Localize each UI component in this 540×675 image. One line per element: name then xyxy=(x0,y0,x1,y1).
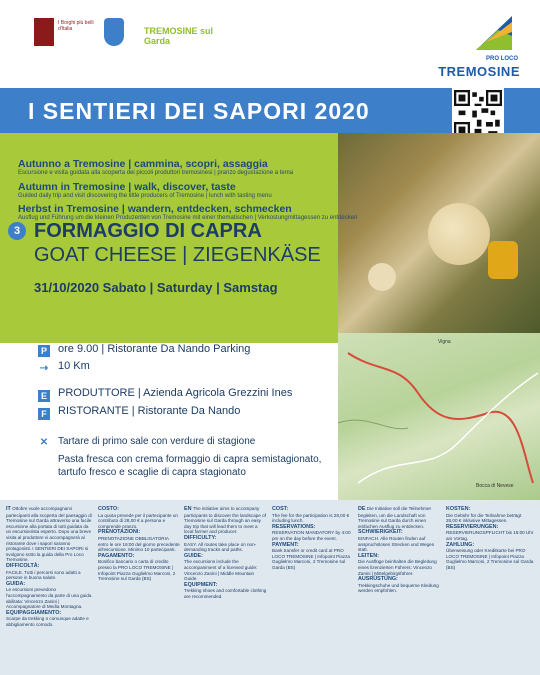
producer: PRODUTTORE | Azienda Agricola Grezzini Ines xyxy=(58,387,293,399)
column-de-cost xyxy=(446,506,534,674)
col-head: COST: xyxy=(272,506,289,512)
col-text: The initiative aims to accompany participants to discover the landscape of Tremosine sul Garda through an easy day trip that will lead them to meet a local farmer and producer. xyxy=(184,506,266,535)
intro-de-heading: Herbst in Tremosine | wandern, entdecken, schmecken xyxy=(18,203,292,215)
walk-icon: ⇢ xyxy=(39,363,49,374)
intro-de xyxy=(18,203,358,221)
cutlery-icon: ✕ xyxy=(39,437,49,448)
col-section-head: AUSRÜSTUNG: xyxy=(358,576,398,583)
intro-it-sub: Escursione e visita guidata alla scoperta dei piccoli produttori tremosinesi | pranzo degustazione a tema xyxy=(18,170,294,176)
event-number-badge: 3 xyxy=(8,222,26,240)
col-text: La quota prevede per il partecipante un contributo di 28,00 € a persona e comprende pranzo. xyxy=(98,512,178,529)
col-section-head: ZAHLUNG: xyxy=(446,541,475,548)
page-title: I SENTIERI DEI SAPORI 2020 xyxy=(28,98,370,124)
brand-mark-icon xyxy=(472,12,516,54)
col-section-head: EQUIPMENT: xyxy=(184,581,218,588)
col-section-text: Bonifico bancario o carta di credito presso la PRO LOCO TREMOSINE | Infopoint Piazza Guglielmo Marconi, 2 Tremosine sul Garda (BS) xyxy=(98,559,176,582)
col-section-text: The excursions include the accompaniment of a licensed guide: Vincenzo Zanini | Middle Mountain Guide. xyxy=(184,559,258,582)
map-label-bocca: Bocca di Nevese xyxy=(476,483,514,489)
restaurant: RISTORANTE | Ristorante Da Nando xyxy=(58,405,241,417)
col-section-head: LEITEN: xyxy=(358,552,379,559)
col-section-head: RESERVIERUNGEN: xyxy=(446,523,499,530)
col-section-head: DIFFICULTY: xyxy=(184,534,217,541)
column-de xyxy=(358,506,442,674)
col-section-head: PRENOTAZIONI: xyxy=(98,529,141,536)
intro-en xyxy=(18,181,358,199)
col-head: IT xyxy=(6,506,11,512)
route-map xyxy=(338,333,540,503)
intro-en-heading: Autumn in Tremosine | walk, discover, taste xyxy=(18,181,236,193)
col-section-head: PAYMENT: xyxy=(272,541,299,548)
cheese-photo xyxy=(338,133,540,333)
intro-it-heading: Autunno a Tremosine | cammina, scopri, assaggia xyxy=(18,158,268,170)
col-text: Die Initiative soll die Teilnehmer begleiten, um die Landschaft von Tremosine sul Garda durch einen einfachen Ausflug zu entdecken. xyxy=(358,506,432,529)
menu-main: Pasta fresca con crema formaggio di capra semistagionato, tartufo fresco e scaglie di capra stagionato xyxy=(58,454,322,478)
col-section-text: RESERVATION MANDATORY by 4:00 pm on the day before the event. xyxy=(272,530,351,541)
borghi-label: I Borghi più belli d'Italia xyxy=(58,20,94,32)
pro-loco-brand xyxy=(410,12,520,82)
cheese-wheel-image xyxy=(428,203,490,265)
producer-icon: E xyxy=(38,390,50,402)
intro-de-sub: Ausflug und Führung um die kleinen Produzenten von Tremosine mit einer thematischen | Verkostungmittagessen zu entdecken xyxy=(18,215,358,221)
brand-sub: PRO LOCO xyxy=(485,56,518,62)
col-section-text: Bank transfer or credit card at PRO LOCO TREMOSINE | Infopoint Piazza Guglielmo Marconi, 2 Tremosine sul Garda (BS) xyxy=(272,548,350,570)
column-it xyxy=(6,506,94,674)
start-time-place: ore 9.00 | Ristorante Da Nando Parking xyxy=(58,343,251,355)
col-section-head: GUIDA: xyxy=(6,580,26,587)
col-section-text: Trekkingschuhe und bequeme Kleidung werden empfohlen. xyxy=(358,582,439,594)
column-it-cost xyxy=(98,506,180,674)
col-section-text: PRENOTAZIONE OBBLIGATORIA entro le ore 16:00 del giorno precedente all'escursione. Minimo 10 partecipanti. xyxy=(98,535,180,553)
col-section-head: GUIDE: xyxy=(184,552,203,559)
col-text: Ottobre vuole accompagnarvi partecipanti alla scoperta del paesaggio di Tremosine sul Garda attraverso una facile escursione alla portata di tutti guidata da un escursionista esperto. Dopo una breve visita al produttore vi accompagnerà al ristorante dove i sapori saranno protagonisti. I SENTIERI DEI SAPORI si svolgono sotto la guida della Pro Loco Tremosine. xyxy=(6,506,92,563)
col-text: The fee for the participation is 28,00 € including lunch. xyxy=(272,512,350,524)
col-section-text: EINFACH. Alle Routen finden auf anspruchslosen Strecken und Wegen statt. xyxy=(358,535,435,553)
col-section-head: EQUIPAGGIAMENTO: xyxy=(6,609,62,616)
title-band xyxy=(0,88,540,133)
parking-icon: P xyxy=(38,345,50,357)
col-section-text: Überweisung oder Kreditkarte bei PRO LOCO TREMOSINE | Infopoint Piazza Guglielmo Marconi, 2 Tremosine sul Garda (BS) xyxy=(446,548,534,570)
partner-logos xyxy=(34,18,224,48)
restaurant-icon: F xyxy=(38,408,50,420)
col-section-head: SCHWIERIGKEIT: xyxy=(358,529,403,536)
col-section-head: DIFFICOLTÀ: xyxy=(6,562,40,569)
route-map-drawing xyxy=(338,333,540,503)
event-title: FORMAGGIO DI CAPRA xyxy=(34,220,262,242)
col-section-text: EASY. All routes take place on non-demanding tracks and paths. xyxy=(184,541,257,553)
info-columns xyxy=(0,500,540,675)
col-section-text: Die Ausflüge beinhalten die Begleitung eines lizenzierten Führers: Vincenzo Zanini | Mittelgebirgsführer. xyxy=(358,559,437,576)
col-head: EN xyxy=(184,506,192,512)
col-section-text: FACILE. Tutti i percorsi sono adatti a persone in buona salute. xyxy=(6,569,81,581)
col-section-text: Le escursioni prevedono l'accompagnamento da parte di una guida abilitata: Vincenzo Zanini | Accompagnatore di Media Montagna. xyxy=(6,587,92,610)
menu-starter: Tartare di primo sale con verdure di stagione xyxy=(58,436,256,447)
event-subtitle: GOAT CHEESE | ZIEGENKÄSE xyxy=(34,244,321,266)
col-section-head: PAGAMENTO: xyxy=(98,552,135,559)
intro-it xyxy=(18,158,358,176)
map-label-vigna: Vigna xyxy=(438,339,451,345)
cheese-piece-image xyxy=(368,263,396,291)
stemma-logo xyxy=(104,18,124,46)
distance: 10 Km xyxy=(58,360,90,372)
brand-name: TREMOSINE xyxy=(438,64,520,79)
borghi-logo xyxy=(34,18,54,46)
col-text: Die Gebühr für die Teilnahme beträgt 28,00 € inklusive Mittagessen. xyxy=(446,512,522,524)
col-head: KOSTEN: xyxy=(446,506,471,512)
column-en xyxy=(184,506,268,674)
col-head: COSTO: xyxy=(98,506,119,512)
honey-jar-image xyxy=(488,241,518,279)
column-en-cost xyxy=(272,506,354,674)
col-section-head: RESERVATIONS: xyxy=(272,523,316,530)
event-date: 31/10/2020 Sabato | Saturday | Samstag xyxy=(34,280,278,295)
tremosine-garda-logo: TREMOSINE sul Garda xyxy=(144,26,214,46)
col-section-text: Trekking shoes and comfortable clothing are recommended. xyxy=(184,588,267,599)
intro-en-sub: Guided daily trip and visit discovering the little producers of Tremosine | lunch with tasting menu xyxy=(18,193,272,199)
col-section-text: Scarpe da trekking o comunque adatte e abbigliamento comodo. xyxy=(6,616,89,627)
col-section-text: RESERVIERUNGSPFLICHT bis 16:00 Uhr am Vortag. xyxy=(446,530,534,541)
col-head: DE xyxy=(358,506,366,512)
